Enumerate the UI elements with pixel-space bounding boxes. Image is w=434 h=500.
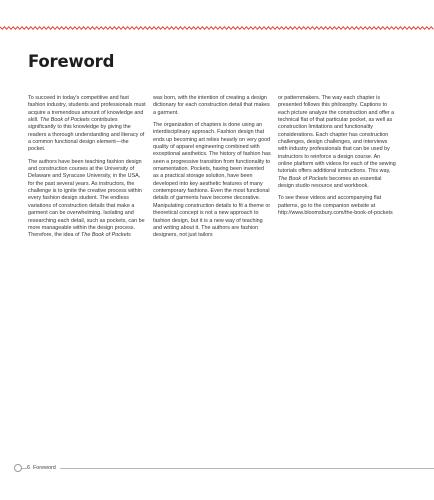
paragraph: The organization of chapters is done using an interdisciplinary approach. Fashion design that ends up becoming art relies heavily on very good quality of apparel engineering combined with exceptional aesthetics. The history of fashion has seen a progressive transition from functionality to ornamentation. Pockets, having been invented as a practical storage solution, have been developed into key aesthetic features of many contemporary fashions. Even the most functional details of garments have become decorative. Manipulating construction details to fit a theme or theoretical concept is not a new approach to fashion design, but it is a new way of teaching and writing about it. The authors are fashion designers, not just tailors — [153, 122, 271, 239]
folio — [27, 465, 60, 471]
column-1 — [28, 95, 146, 245]
text: To succeed in today's competitive and fast fashion industry, students and professionals must acquire a tremendous amount of knowledge and skill. — [28, 95, 146, 124]
text: contributes significantly to this knowledge by giving the readers a thorough understanding and literacy of a common functional design element—the pocket. — [28, 117, 145, 153]
top-zigzag-rule — [0, 26, 434, 30]
page-number: 6 — [27, 465, 30, 471]
book-title: The Book of Pockets — [39, 117, 90, 124]
paragraph — [28, 95, 146, 154]
paragraph — [278, 95, 396, 190]
footer-rule — [14, 468, 434, 469]
paragraph: To see these videos and accompanying flat patterns, go to the companion website at http://www.bloomsbury.com/the-book-of-pockets — [278, 195, 393, 217]
text: The authors have been teaching fashion design and construction courses at the University of Delaware and Syracuse University, in the USA, for the past several years. As instructors, the challenge is to ignite the creative process within every fashion design student. The endless variations of construction details that make a garment can be overwhelming. Isolating and researching each detail, such as pockets, can be more manageable within the design process. Therefore, the idea of — [28, 158, 145, 239]
book-title: The Book of Pockets — [278, 175, 328, 182]
text: becomes an essential design studio resource and workbook. — [278, 175, 382, 190]
folio-circle-icon — [14, 464, 22, 472]
section-name: Foreword — [33, 465, 56, 471]
column-2 — [153, 95, 271, 245]
paragraph — [28, 159, 146, 240]
book-title: The Book of Pockets — [81, 232, 131, 239]
column-3 — [278, 95, 396, 223]
paragraph: was born, with the intention of creating a design dictionary for each construction detail that makes a garment. — [153, 95, 270, 116]
text: or patternmakers. The way each chapter is presented follows this philosophy. Captions to each picture analyze the construction and offer a technical flat of that particular pocket, as well as construction limitations and functionality considerations. Each chapter has construction challenges, design challenges, and interviews with industry professionals that can be used by instructors to reinforce a design course. An online platform with videos for each of the sewing tutorials offers additional instructions. This way, — [278, 95, 396, 175]
page-title: Foreword — [28, 52, 115, 71]
